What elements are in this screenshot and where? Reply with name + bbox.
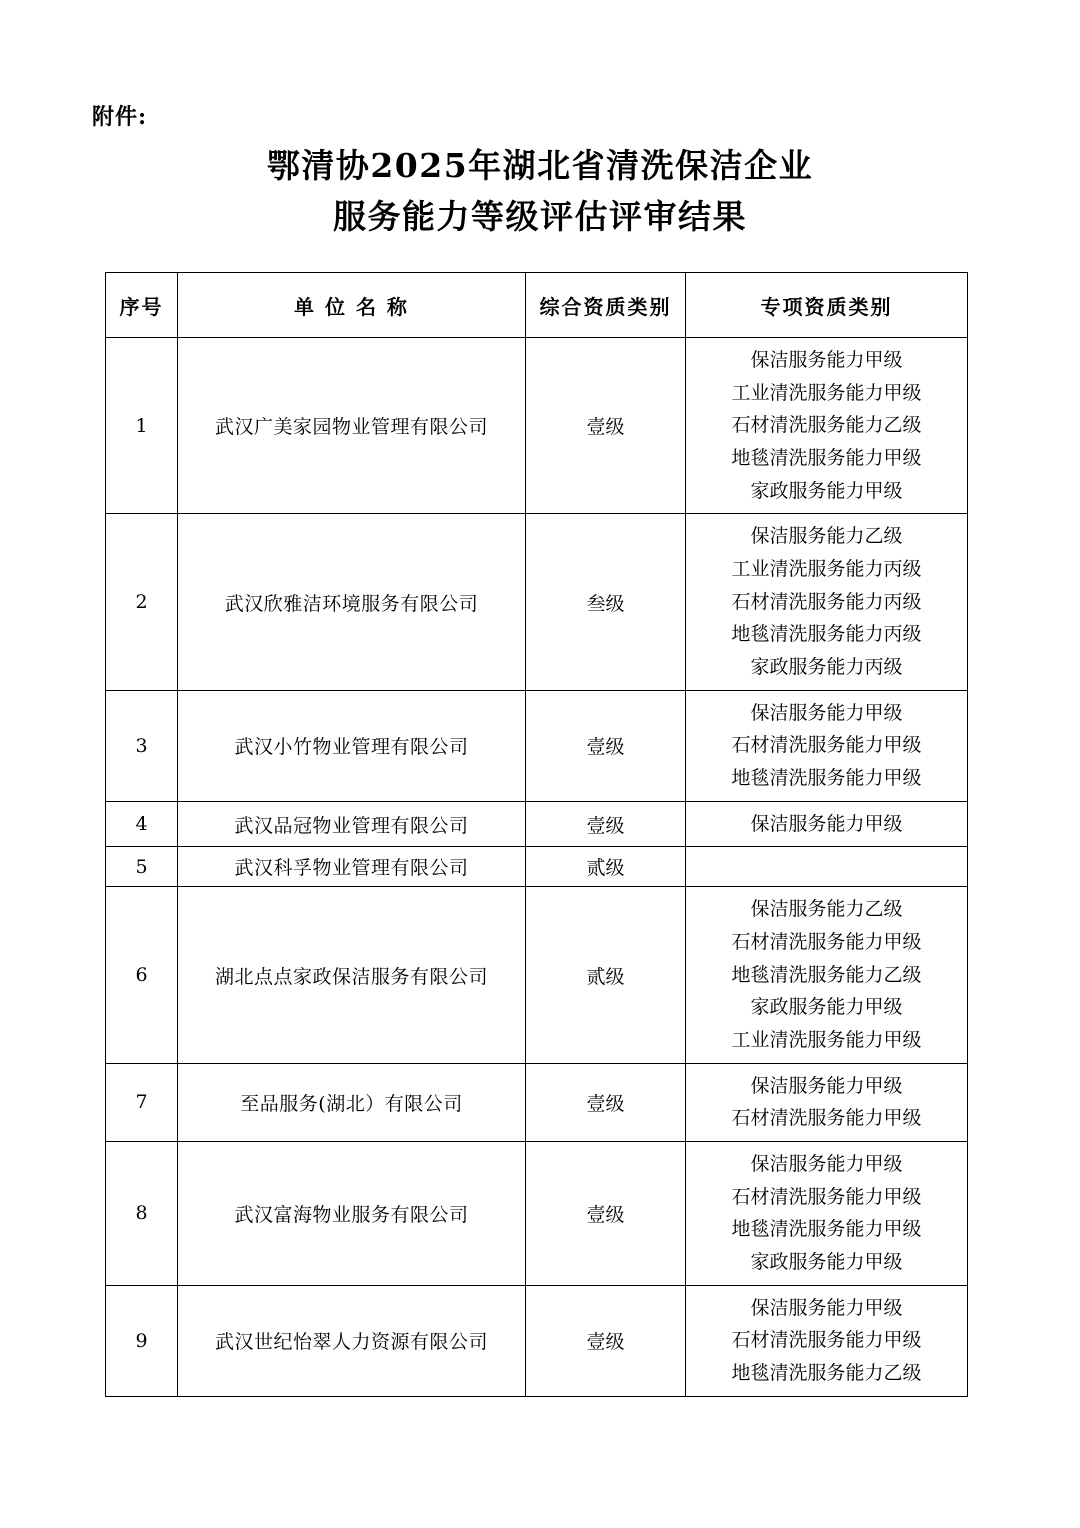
cell-index: 7: [106, 1063, 178, 1141]
cell-index: 9: [106, 1285, 178, 1396]
cell-company-name: 湖北点点家政保洁服务有限公司: [178, 887, 526, 1063]
cell-index: 6: [106, 887, 178, 1063]
cell-company-name: 武汉世纪怡翠人力资源有限公司: [178, 1285, 526, 1396]
special-qualification-item: 石材清洗服务能力甲级: [731, 1107, 922, 1130]
cell-company-name: 武汉小竹物业管理有限公司: [178, 690, 526, 801]
table-row: [106, 514, 968, 690]
table-row: [106, 1285, 968, 1396]
cell-comprehensive-grade: 壹级: [526, 801, 686, 847]
special-qualification-item: 保洁服务能力甲级: [750, 349, 903, 371]
special-qualification-item: 工业清洗服务能力甲级: [731, 1029, 922, 1052]
special-qualification-item: 工业清洗服务能力甲级: [731, 381, 922, 404]
special-qualification-item: 保洁服务能力甲级: [750, 812, 903, 835]
cell-company-name: 武汉品冠物业管理有限公司: [178, 801, 526, 847]
cell-index: 8: [106, 1142, 178, 1286]
table-row: [106, 887, 968, 1063]
page-title-line-2: 服务能力等级评估评审结果: [333, 197, 747, 237]
special-qualification-item: 家政服务能力甲级: [750, 479, 903, 502]
cell-index: 4: [106, 801, 178, 847]
special-qualification-item: 石材清洗服务能力甲级: [731, 1329, 922, 1352]
column-header-index: 序号: [106, 273, 178, 338]
cell-index: 3: [106, 690, 178, 801]
cell-comprehensive-grade: 贰级: [526, 847, 686, 887]
special-qualification-item: 地毯清洗服务能力甲级: [731, 1218, 922, 1241]
cell-special-qualifications: [686, 847, 968, 887]
cell-index: 5: [106, 847, 178, 887]
cell-special-qualifications: [686, 887, 968, 1063]
table-row: [106, 1063, 968, 1141]
cell-company-name: 武汉科孚物业管理有限公司: [178, 847, 526, 887]
table-row: [106, 690, 968, 801]
cell-special-qualifications: [686, 514, 968, 690]
cell-comprehensive-grade: 壹级: [526, 338, 686, 514]
cell-comprehensive-grade: 贰级: [526, 887, 686, 1063]
attachment-label: 附件:: [92, 104, 148, 130]
special-qualification-item: 家政服务能力甲级: [750, 1251, 903, 1274]
cell-company-name: 武汉富海物业服务有限公司: [178, 1142, 526, 1286]
cell-index: 2: [106, 514, 178, 690]
cell-company-name: 武汉欣雅洁环境服务有限公司: [178, 514, 526, 690]
special-qualification-item: 地毯清洗服务能力丙级: [731, 623, 922, 646]
cell-comprehensive-grade: 壹级: [526, 1285, 686, 1396]
special-qualification-item: 石材清洗服务能力甲级: [731, 734, 922, 757]
cell-comprehensive-grade: 壹级: [526, 1063, 686, 1141]
table-row: [106, 338, 968, 514]
special-qualification-item: 石材清洗服务能力甲级: [731, 931, 922, 954]
cell-special-qualifications: [686, 1142, 968, 1286]
special-qualification-item: 保洁服务能力乙级: [750, 898, 903, 921]
table-header-row: [106, 273, 968, 338]
special-qualification-item: 石材清洗服务能力丙级: [731, 590, 922, 613]
special-qualification-item: 保洁服务能力甲级: [750, 1074, 903, 1097]
special-qualification-item: 工业清洗服务能力丙级: [731, 558, 922, 581]
special-qualification-item: 保洁服务能力甲级: [750, 701, 903, 724]
special-qualification-item: 保洁服务能力甲级: [750, 1153, 903, 1176]
table-row: [106, 847, 968, 887]
cell-index: 1: [106, 338, 178, 514]
cell-comprehensive-grade: 壹级: [526, 1142, 686, 1286]
special-qualification-item: 石材清洗服务能力乙级: [731, 414, 922, 437]
cell-comprehensive-grade: 叁级: [526, 514, 686, 690]
special-qualification-item: 地毯清洗服务能力乙级: [731, 963, 922, 986]
cell-special-qualifications: [686, 801, 968, 847]
table-row: [106, 1142, 968, 1286]
evaluation-results-table: [105, 272, 968, 1397]
column-header-comprehensive: 综合资质类别: [526, 273, 686, 338]
cell-comprehensive-grade: 壹级: [526, 690, 686, 801]
page-title: [0, 140, 1080, 242]
column-header-name: 单 位 名 称: [178, 273, 526, 338]
special-qualification-item: 地毯清洗服务能力乙级: [731, 1362, 922, 1385]
cell-company-name: 武汉广美家园物业管理有限公司: [178, 338, 526, 514]
cell-special-qualifications: [686, 1285, 968, 1396]
column-header-special: 专项资质类别: [686, 273, 968, 338]
special-qualification-item: 家政服务能力丙级: [750, 656, 903, 679]
page-title-line-1: 鄂清协2025年湖北省清洗保洁企业: [266, 146, 814, 185]
cell-company-name: 至品服务(湖北）有限公司: [178, 1063, 526, 1141]
special-qualification-item: 家政服务能力甲级: [750, 996, 903, 1019]
table-row: [106, 801, 968, 847]
special-qualification-item: 保洁服务能力甲级: [750, 1296, 903, 1319]
special-qualification-item: 石材清洗服务能力甲级: [731, 1185, 922, 1208]
special-qualification-item: 保洁服务能力乙级: [750, 525, 903, 548]
cell-special-qualifications: [686, 1063, 968, 1141]
cell-special-qualifications: [686, 690, 968, 801]
cell-special-qualifications: [686, 338, 968, 514]
special-qualification-item: 地毯清洗服务能力甲级: [731, 767, 922, 790]
special-qualification-item: 地毯清洗服务能力甲级: [731, 447, 922, 470]
table-body: [106, 338, 968, 1397]
